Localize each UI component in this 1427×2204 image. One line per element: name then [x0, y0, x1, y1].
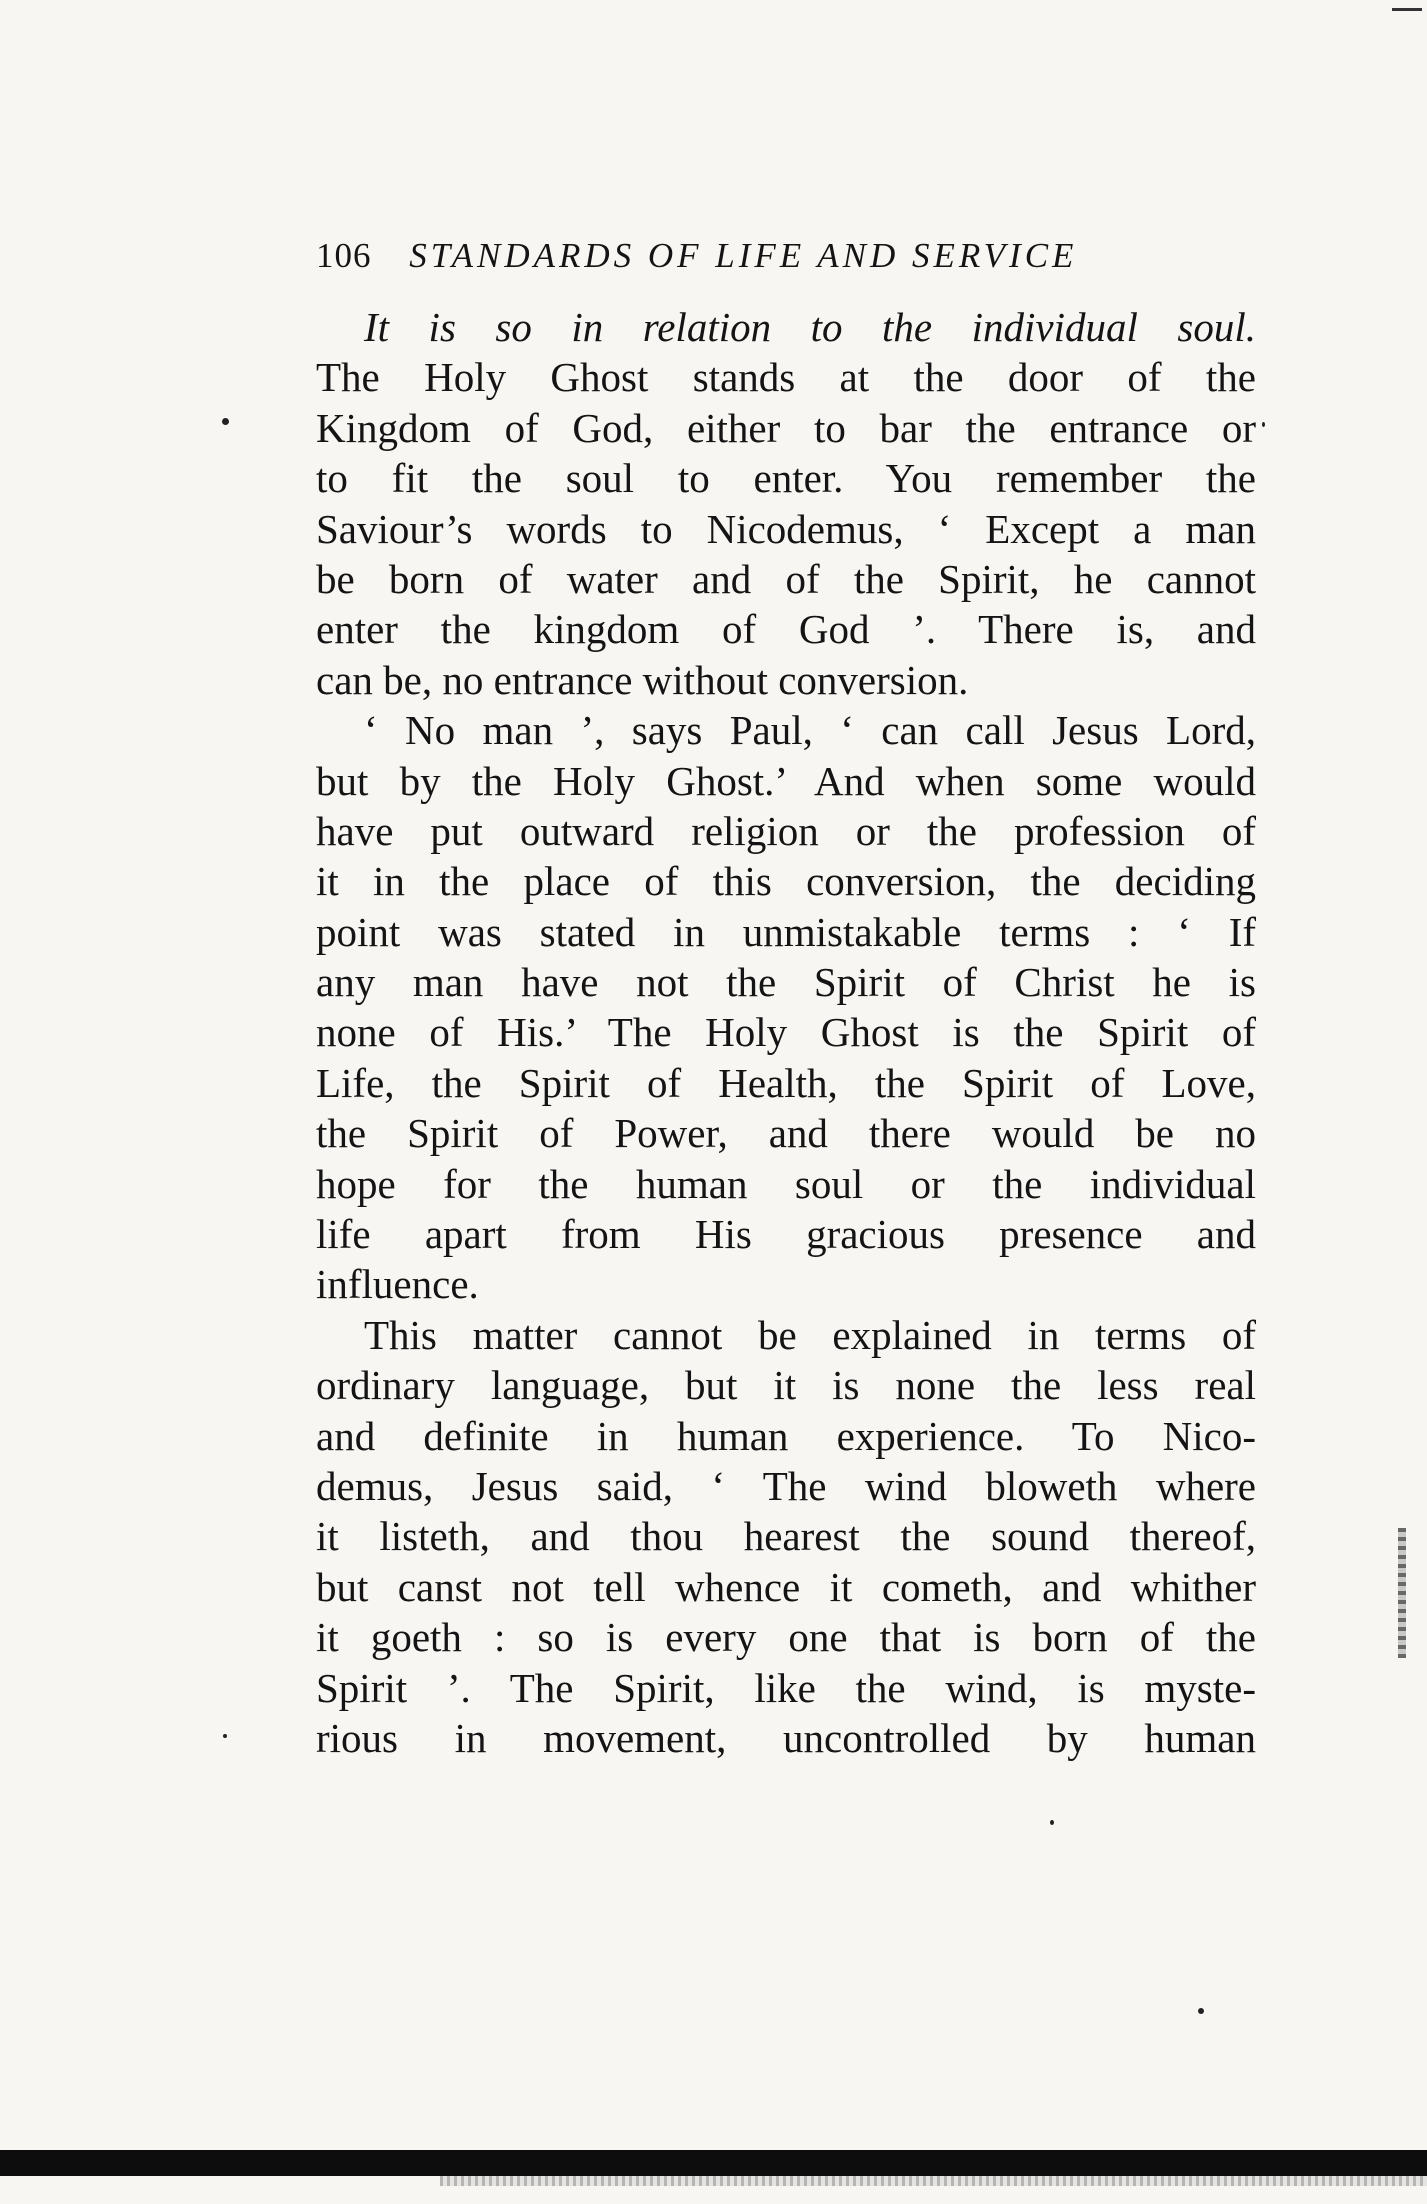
text-line: but canst not tell whence it cometh, and whither: [316, 1563, 1256, 1610]
running-title: STANDARDS OF LIFE AND SERVICE: [409, 236, 1078, 275]
text-line: influence.: [316, 1261, 479, 1308]
scan-speck: [1198, 2008, 1204, 2014]
text-line: ordinary language, but it is none the less real: [316, 1362, 1256, 1409]
body-text: [316, 302, 1256, 1763]
text-line: it listeth, and thou hearest the sound thereof,: [316, 1513, 1256, 1560]
text-line: It is so in relation to the individual soul.: [364, 304, 1256, 350]
scan-edge-smudge: [1398, 1528, 1406, 1658]
scan-speck: [1050, 1820, 1054, 1825]
scan-speck: [1262, 422, 1265, 427]
text-line: none of His.’ The Holy Ghost is the Spirit of: [316, 1009, 1256, 1056]
scan-bottom-noise: [440, 2176, 1427, 2186]
text-line: Saviour’s words to Nicodemus, ‘ Except a man: [316, 505, 1256, 552]
text-line: to fit the soul to enter. You remember the: [316, 455, 1256, 502]
text-line: and definite in human experience. To Nico-: [316, 1412, 1256, 1459]
text-line: Kingdom of God, either to bar the entrance or: [316, 404, 1256, 451]
text-line: The Holy Ghost stands at the door of the: [316, 354, 1256, 401]
scan-corner-mark: [1392, 8, 1422, 11]
text-line: it goeth : so is every one that is born of the: [316, 1614, 1256, 1661]
text-line: it in the place of this conversion, the deciding: [316, 858, 1256, 905]
scan-bottom-edge: [0, 2150, 1427, 2176]
text-line: can be, no entrance without conversion.: [316, 656, 969, 703]
page-number: 106: [316, 236, 372, 275]
text-line: Life, the Spirit of Health, the Spirit of Love,: [316, 1059, 1256, 1106]
text-line: the Spirit of Power, and there would be no: [316, 1110, 1256, 1157]
text-line: point was stated in unmistakable terms : ‘ If: [316, 908, 1256, 955]
text-line: rious in movement, uncontrolled by human: [316, 1714, 1256, 1761]
text-line: but by the Holy Ghost.’ And when some would: [316, 757, 1256, 804]
scan-speck: [222, 418, 229, 425]
text-line: Spirit ’. The Spirit, like the wind, is myste-: [316, 1664, 1256, 1711]
text-line: hope for the human soul or the individual: [316, 1160, 1256, 1207]
text-line: This matter cannot be explained in terms of: [364, 1311, 1256, 1358]
text-line: life apart from His gracious presence and: [316, 1211, 1256, 1258]
scan-speck: [223, 1734, 227, 1738]
running-header: [316, 232, 1256, 280]
text-line: be born of water and of the Spirit, he cannot: [316, 555, 1256, 602]
text-line: enter the kingdom of God ’. There is, and: [316, 606, 1256, 653]
text-line: demus, Jesus said, ‘ The wind bloweth where: [316, 1462, 1256, 1509]
text-line: any man have not the Spirit of Christ he is: [316, 959, 1256, 1006]
text-line: ‘ No man ’, says Paul, ‘ can call Jesus Lord,: [364, 707, 1256, 754]
text-line: have put outward religion or the profession of: [316, 807, 1256, 854]
